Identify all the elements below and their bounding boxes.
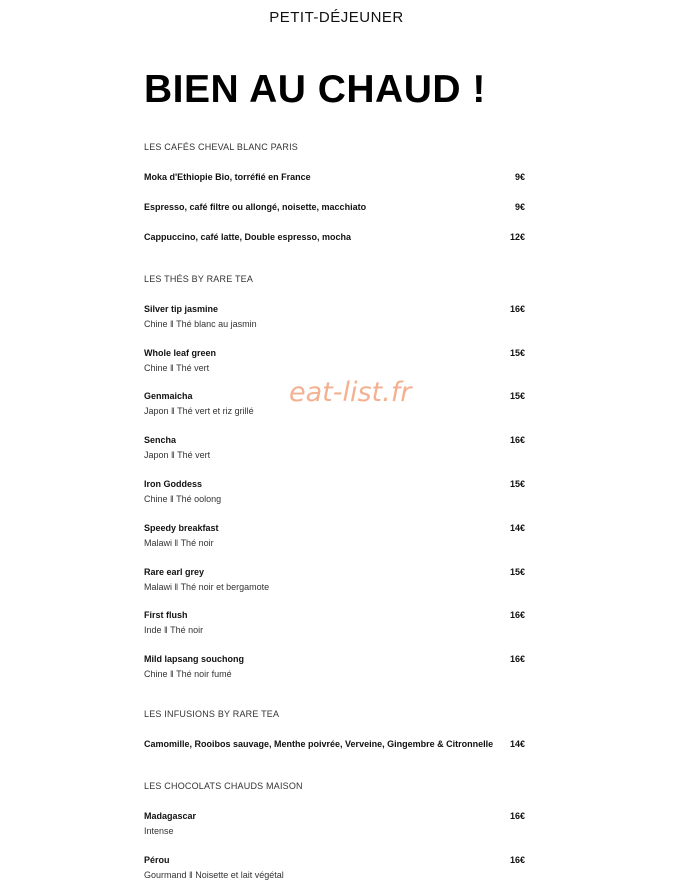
item-price: 15€ <box>509 567 525 577</box>
item-name: Camomille, Rooibos sauvage, Menthe poivrée, Verveine, Gingembre & Citronnelle <box>144 739 494 749</box>
item-description: Chine ‖ Thé oolong <box>144 494 222 504</box>
section-title-cafes: LES CAFÉS CHEVAL BLANC PARIS <box>144 142 298 152</box>
menu-item <box>144 739 525 749</box>
section-title-chocolats: LES CHOCOLATS CHAUDS MAISON <box>144 781 303 791</box>
item-description: Chine ‖ Thé noir fumé <box>144 669 232 679</box>
item-description: Chine ‖ Thé blanc au jasmin <box>144 319 257 329</box>
item-price: 16€ <box>509 304 525 314</box>
menu-item <box>144 232 525 242</box>
menu-item <box>144 202 525 212</box>
item-name: Espresso, café filtre ou allongé, noisette, macchiato <box>144 202 367 212</box>
menu-item <box>144 172 525 182</box>
item-description: Malawi ‖ Thé noir et bergamote <box>144 582 270 592</box>
item-name: Moka d'Ethiopie Bio, torréfié en France <box>144 172 311 182</box>
item-name: Whole leaf green <box>144 348 217 358</box>
item-price: 16€ <box>509 654 525 664</box>
item-price: 16€ <box>509 435 525 445</box>
menu-item <box>144 435 525 460</box>
menu-item <box>144 855 525 880</box>
menu-item <box>144 479 525 504</box>
item-name: Rare earl grey <box>144 567 205 577</box>
menu-item <box>144 523 525 548</box>
section-title-thes: LES THÉS BY RARE TEA <box>144 274 254 284</box>
item-description: Inde ‖ Thé noir <box>144 625 204 635</box>
item-description: Japon ‖ Thé vert <box>144 450 211 460</box>
item-price: 15€ <box>509 479 525 489</box>
item-name: Speedy breakfast <box>144 523 219 533</box>
item-name: Iron Goddess <box>144 479 203 489</box>
item-price: 15€ <box>509 391 525 401</box>
item-price: 9€ <box>514 202 525 212</box>
item-description: Malawi ‖ Thé noir <box>144 538 214 548</box>
page-header: PETIT-DÉJEUNER <box>269 9 404 26</box>
menu-item <box>144 567 525 592</box>
item-price: 9€ <box>514 172 525 182</box>
item-name: First flush <box>144 610 188 620</box>
menu-item <box>144 348 525 373</box>
item-description: Japon ‖ Thé vert et riz grillé <box>144 406 254 416</box>
item-description: Chine ‖ Thé vert <box>144 363 210 373</box>
item-price: 14€ <box>509 523 525 533</box>
item-price: 16€ <box>509 610 525 620</box>
menu-item <box>144 811 525 836</box>
item-name: Pérou <box>144 855 170 865</box>
page-title: BIEN AU CHAUD ! <box>144 68 486 111</box>
item-price: 16€ <box>509 855 525 865</box>
menu-item <box>144 654 525 679</box>
item-name: Cappuccino, café latte, Double espresso, mocha <box>144 232 352 242</box>
item-name: Silver tip jasmine <box>144 304 219 314</box>
item-description: Gourmand ‖ Noisette et lait végétal <box>144 870 284 880</box>
item-price: 15€ <box>509 348 525 358</box>
item-name: Sencha <box>144 435 177 445</box>
item-price: 12€ <box>509 232 525 242</box>
item-name: Mild lapsang souchong <box>144 654 245 664</box>
item-price: 16€ <box>509 811 525 821</box>
menu-item <box>144 304 525 329</box>
item-name: Genmaicha <box>144 391 193 401</box>
section-title-infusions: LES INFUSIONS BY RARE TEA <box>144 709 280 719</box>
watermark: eat-list.fr <box>289 377 412 408</box>
item-price: 14€ <box>509 739 525 749</box>
item-description: Intense <box>144 826 174 836</box>
item-name: Madagascar <box>144 811 197 821</box>
menu-item <box>144 610 525 635</box>
